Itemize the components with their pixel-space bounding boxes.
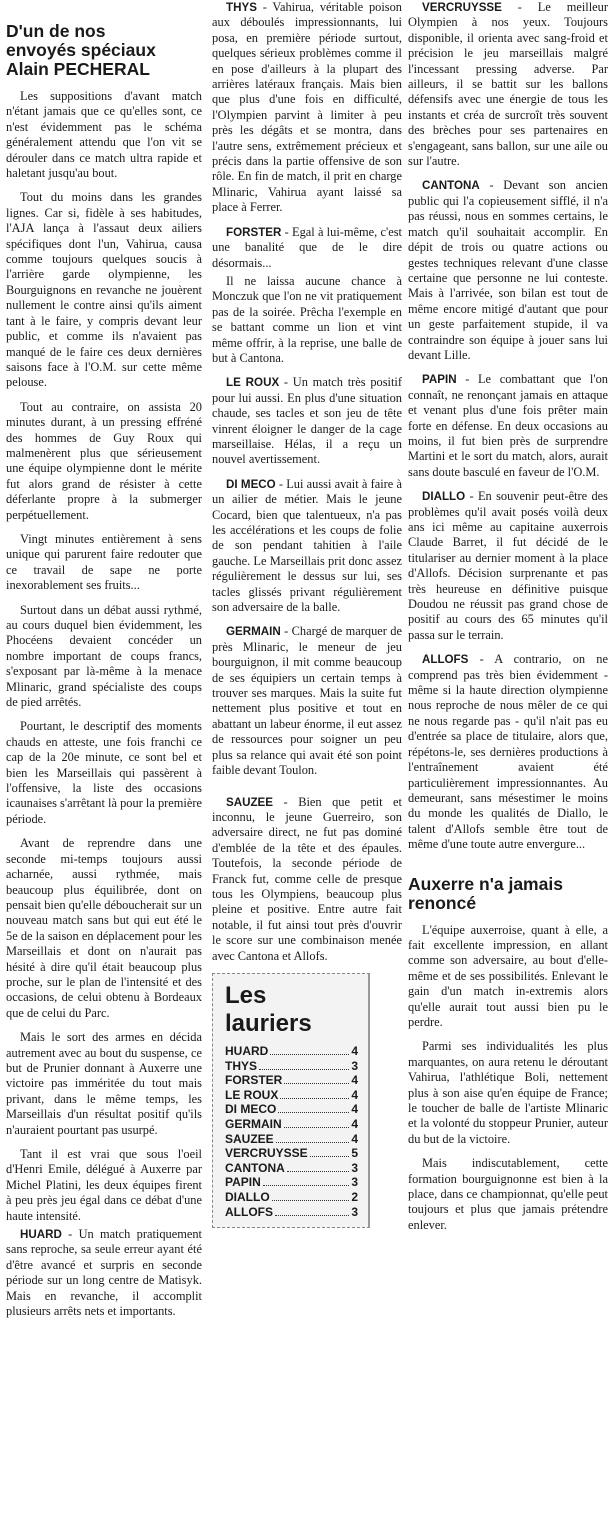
player-rating-forster: FORSTER - Egal à lui-même, c'est une banalité que de le dire désormais...	[212, 224, 402, 270]
player-rating-thys: THYS - Vahirua, véritable poison aux déboulés impressionnants, lui posa, en première période surtout, quelques sérieux problèmes comme il en pose d'ailleurs à la plupart des arrières latéraux français. Mais bien que plus d'une fois en difficulté, l'Olympien parvint à limiter à peu près les dégâts et se montra, dans l'autre sens, extrêmement précieux et précis dans la partie offensive de son rôle. En fin de match, il prit en charge Mlinaric, Vahirua ayant laissé sa place à Ferrer.	[212, 0, 402, 215]
lauriers-row	[225, 1146, 358, 1161]
player-name: PAPIN	[225, 1175, 261, 1190]
leader-dots	[276, 1142, 350, 1143]
leader-dots	[284, 1127, 350, 1128]
player-score: 4	[351, 1116, 358, 1131]
player-name: GERMAIN	[225, 1116, 282, 1131]
player-rating-huard: HUARD - Un match pratiquement sans reproche, sa seule erreur ayant été d'être avancé et surpris en seconde période sur un long centre de Matisyk. Mais en revanche, il accomplit plusieurs arrêts nets et importants.	[6, 1227, 202, 1319]
player-rating-vercruysse: VERCRUYSSE - Le meilleur Olympien à nos yeux. Toujours disponible, il orienta avec sang-froid et précision le jeu marseillais malgré l'incessant pressing adverse. Par ailleurs, il se battit sur les ballons défensifs avec une énergie de tous les instants et créa de surcroît très souvent des brèches pour ses partenaires en s'engageant, sans ballon, sur une aile ou sur l'autre.	[408, 0, 608, 169]
paragraph: Avant de reprendre dans une seconde mi-temps toujours aussi acharnée, aussi rythmée, mais beaucoup plus équilibrée, dont on pensait bien qu'elle déboucherait sur un nouveau match sans but qui eut été le 5e de la saison en déplacement pour les Marseillais et dont on n'aurait pas hésité à dire qu'il était beaucoup plus proche, sur le plan de l'intensité et des occasions, de celui obtenu à Bordeaux que de celui du Parc.	[6, 836, 202, 1020]
lauriers-row	[225, 1073, 358, 1088]
leader-dots	[270, 1054, 349, 1055]
player-score: 5	[351, 1146, 358, 1161]
leader-dots	[310, 1156, 350, 1157]
player-score: 4	[351, 1131, 358, 1146]
lauriers-row	[225, 1161, 358, 1176]
lauriers-row	[225, 1190, 358, 1205]
lauriers-row	[225, 1205, 358, 1220]
player-score: 4	[351, 1087, 358, 1102]
player-rating-papin: PAPIN - Le combattant que l'on connaît, ne renonçant jamais en attaque et venant plus d'une fois prêter main forte en défense. En deux occasions au moins, il fut bien près de surprendre Martini et le sort du match, alors, aurait sans doute basculé en faveur de l'O.M.	[408, 372, 608, 479]
player-score: 3	[351, 1204, 358, 1219]
article-title: D'un de nos envoyés spéciaux Alain PECHERAL	[6, 21, 156, 79]
paragraph: L'équipe auxerroise, quant à elle, a fait excellente impression, en allant comme son adversaire, au bout d'elle-même et de ses possibilités. Enlevant le gain d'un match in-extremis alors qu'elle aurait tout aussi bien pu le perdre.	[408, 922, 608, 1029]
column-2	[212, 0, 402, 1228]
paragraph: Tant il est vrai que sous l'oeil d'Henri Emile, délégué à Auxerre par Michel Platini, les deux équipes firent à peu près jeu égal dans ce débat d'une haute intensité.	[6, 1147, 202, 1223]
player-name: DIALLO	[225, 1189, 270, 1204]
leader-dots	[272, 1200, 350, 1201]
player-score: 3	[351, 1160, 358, 1175]
lauriers-row	[225, 1102, 358, 1117]
player-rating-cantona: CANTONA - Devant son ancien public qui l'a copieusement sifflé, il n'a pas réussi, nous en sommes certains, le match qu'il souhaitait accomplir. En dépit de trois ou quatre actions ou gestes techniques relevant d'une classe certaine que personne ne lui conteste. Mais à l'arrivée, son bilan est tout de même encore mitigé d'autant que pour un geste parfaitement stupide, il va contraindre son équipe à jouer sans lui devant Lille.	[408, 178, 608, 362]
player-rating-germain: GERMAIN - Chargé de marquer de près Mlinaric, le meneur de jeu bourguignon, il mit comme beaucoup de ses équipiers un certain temps à trouver ses marques. Mais la suite fut nettement plus positive et tout en abattant un labeur énorme, il eut assez de ressources pour soigner un peu plus sa relance qui avait été son point faible devant Toulon.	[212, 624, 402, 778]
player-rating-allofs: ALLOFS - A contrario, on ne comprend pas très bien évidemment - même si la haute direction olympienne nous reproche de nous mêler de ce qui ne nous regarde pas - qu'il n'ait pas eu d'entrée sa place de titulaire, alors que, répétons-le, ses dernières productions à l'entraînement avaient été particulièrement impressionnantes. Au demeurant, sans mésestimer le moins du monde les qualités de Diallo, le talent d'Allofs semble être tout de même d'une toute autre envergure...	[408, 652, 608, 852]
player-name: HUARD	[225, 1043, 269, 1058]
player-score: 2	[351, 1189, 358, 1204]
lauriers-box	[212, 973, 370, 1228]
leader-dots	[259, 1069, 349, 1070]
player-name: ALLOFS	[225, 1204, 273, 1219]
player-score: 3	[351, 1175, 358, 1190]
lauriers-row	[225, 1088, 358, 1103]
player-score: 4	[351, 1073, 358, 1088]
player-score: 4	[351, 1043, 358, 1058]
paragraph: Parmi ses individualités les plus marquantes, on aura retenu le déroutant Vahirua, l'athlétique Boli, nettement plus à son aise qu'en équipe de France; le toucher de balle de l'artiste Mlinaric et la volonté du stoppeur Prunier, auteur du but de la victoire.	[408, 1039, 608, 1146]
lauriers-row	[225, 1175, 358, 1190]
lauriers-row	[225, 1132, 358, 1147]
paragraph: Les suppositions d'avant match n'étant jamais que ce qu'elles sont, ce n'est évidemment pas le schéma généralement attendu que l'on vit se dérouler dans ce match ultra rapide et haletant jusqu'au bout.	[6, 89, 202, 181]
paragraph: Pourtant, le descriptif des moments chauds en atteste, une fois franchi ce cap de la 20e minute, ce sont bel et bien les Marseillais qui passèrent à l'offensive, la liste des occasions icaunaises s'arrêtant là pour la première période.	[6, 719, 202, 826]
leader-dots	[280, 1098, 349, 1099]
lauriers-row	[225, 1059, 358, 1074]
lauriers-row	[225, 1117, 358, 1132]
paragraph: Vingt minutes entièrement à sens unique qui parurent faire redouter que ce travail de sape ne porte inexorablement ses fruits...	[6, 531, 202, 593]
player-name: VERCRUYSSE	[225, 1146, 308, 1161]
paragraph: Mais le sort des armes en décida autrement avec au bout du suspense, ce but de Prunier donnant à Auxerre une victoire pas imméritée du tout mais privant, dans le même temps, les Marseillais d'un résultat positif qu'ils n'auraient pourtant pas usurpé.	[6, 1030, 202, 1137]
lauriers-row	[225, 1044, 358, 1059]
player-name: THYS	[225, 1058, 258, 1073]
leader-dots	[278, 1112, 349, 1113]
player-rating-leroux: LE ROUX - Un match très positif pour lui aussi. En plus d'une situation chaude, ses tacles et son jeu de tête vinrent éloigner le danger de la cage marseillaise. Hélas, il a reçu un nouvel avertissement.	[212, 375, 402, 467]
paragraph: Surtout dans un débat aussi rythmé, au cours duquel bien évidemment, les Phocéens devaient concéder un nombre important de coups francs, s'exposant par là-même à la menace Mlinaric, grand spécialiste des coups de pied arrêtés.	[6, 602, 202, 710]
column-3	[408, 0, 608, 1242]
lauriers-title: Les lauriers	[225, 981, 312, 1037]
paragraph: Il ne laissa aucune chance à Monczuk que l'on ne vit pratiquement pas de la soirée. Prêcha l'exemple en se battant comme un lion et vint même offrir, à la reprise, une balle de but à Cantona.	[212, 273, 402, 365]
player-name: SAUZEE	[225, 1131, 274, 1146]
column-1	[6, 0, 202, 1328]
leader-dots	[275, 1215, 349, 1216]
player-rating-sauzee: SAUZEE - Bien que petit et inconnu, le jeune Guerreiro, son adversaire direct, ne fut pas dominé d'emblée de la tête et des épaules. Toutefois, la seconde période de Franck fut, comme celle de presque tous les Olympiens, beaucoup plus pleine et positive. Entre autre fait notable, il fut ainsi tout près d'ouvrir le score sur une combinaison menée avec Cantona et Allofs.	[212, 794, 402, 963]
player-rating-dimeco: DI MECO - Lui aussi avait à faire à un ailier de métier. Mais le jeune Cocard, bien que talentueux, n'a pas les accélérations et les coups de folie de son pendant tahitien à l'aile gauche. Le Marseillais prit donc assez régulièrement le dessus sur lui, ses tacles glissés privant régulièrement son adversaire de la balle.	[212, 476, 402, 615]
leader-dots	[287, 1171, 350, 1172]
leader-dots	[284, 1083, 349, 1084]
player-rating-diallo: DIALLO - En souvenir peut-être des problèmes qu'il avait posés voilà deux ans ici même au capitaine auxerrois Claude Barret, il fut décidé de le titulariser au dernier moment à la place d'Allofs. Décision surprenante et pas très heureuse en définitive puisque Doudou ne réussit pas grand chose de positif au cours des 65 minutes qu'il passa sur le terrain.	[408, 489, 608, 642]
section-heading: Auxerre n'a jamais renoncé	[408, 873, 563, 913]
player-name: CANTONA	[225, 1160, 285, 1175]
paragraph: Tout au contraire, on assista 20 minutes durant, à un pressing effréné des hommes de Guy Roux qui malmenèrent plus que sérieusement une équipe olympienne dont le mérite fut alors grand de résister à cette déferlante propre à la submerger perpétuellement.	[6, 399, 202, 522]
player-score: 4	[351, 1102, 358, 1117]
paragraph: Tout du moins dans les grandes lignes. Car si, fidèle à ses habitudes, l'AJA lança à l'assaut deux ailiers spécifiques dont l'un, Vahirua, causa comme toujours quelques soucis à l'arrière garde olympienne, les Bourguignons en revanche ne jouèrent nullement le contre ainsi qu'ils aiment tant à le faire, y compris devant leur public, et comme ils n'avaient pas manqué de le faire ces deux dernières saisons face à l'O.M. sur cette même pelouse.	[6, 190, 202, 390]
player-name: DI MECO	[225, 1102, 277, 1117]
lauriers-list	[225, 1044, 358, 1219]
paragraph: Mais indiscutablement, cette formation bourguignonne est bien à la place, dans ce championnat, qu'elle peut toujours et plus que jamais prétendre enlever.	[408, 1156, 608, 1232]
player-name: LE ROUX	[225, 1087, 279, 1102]
player-name: FORSTER	[225, 1073, 283, 1088]
leader-dots	[263, 1185, 350, 1186]
player-score: 3	[351, 1058, 358, 1073]
